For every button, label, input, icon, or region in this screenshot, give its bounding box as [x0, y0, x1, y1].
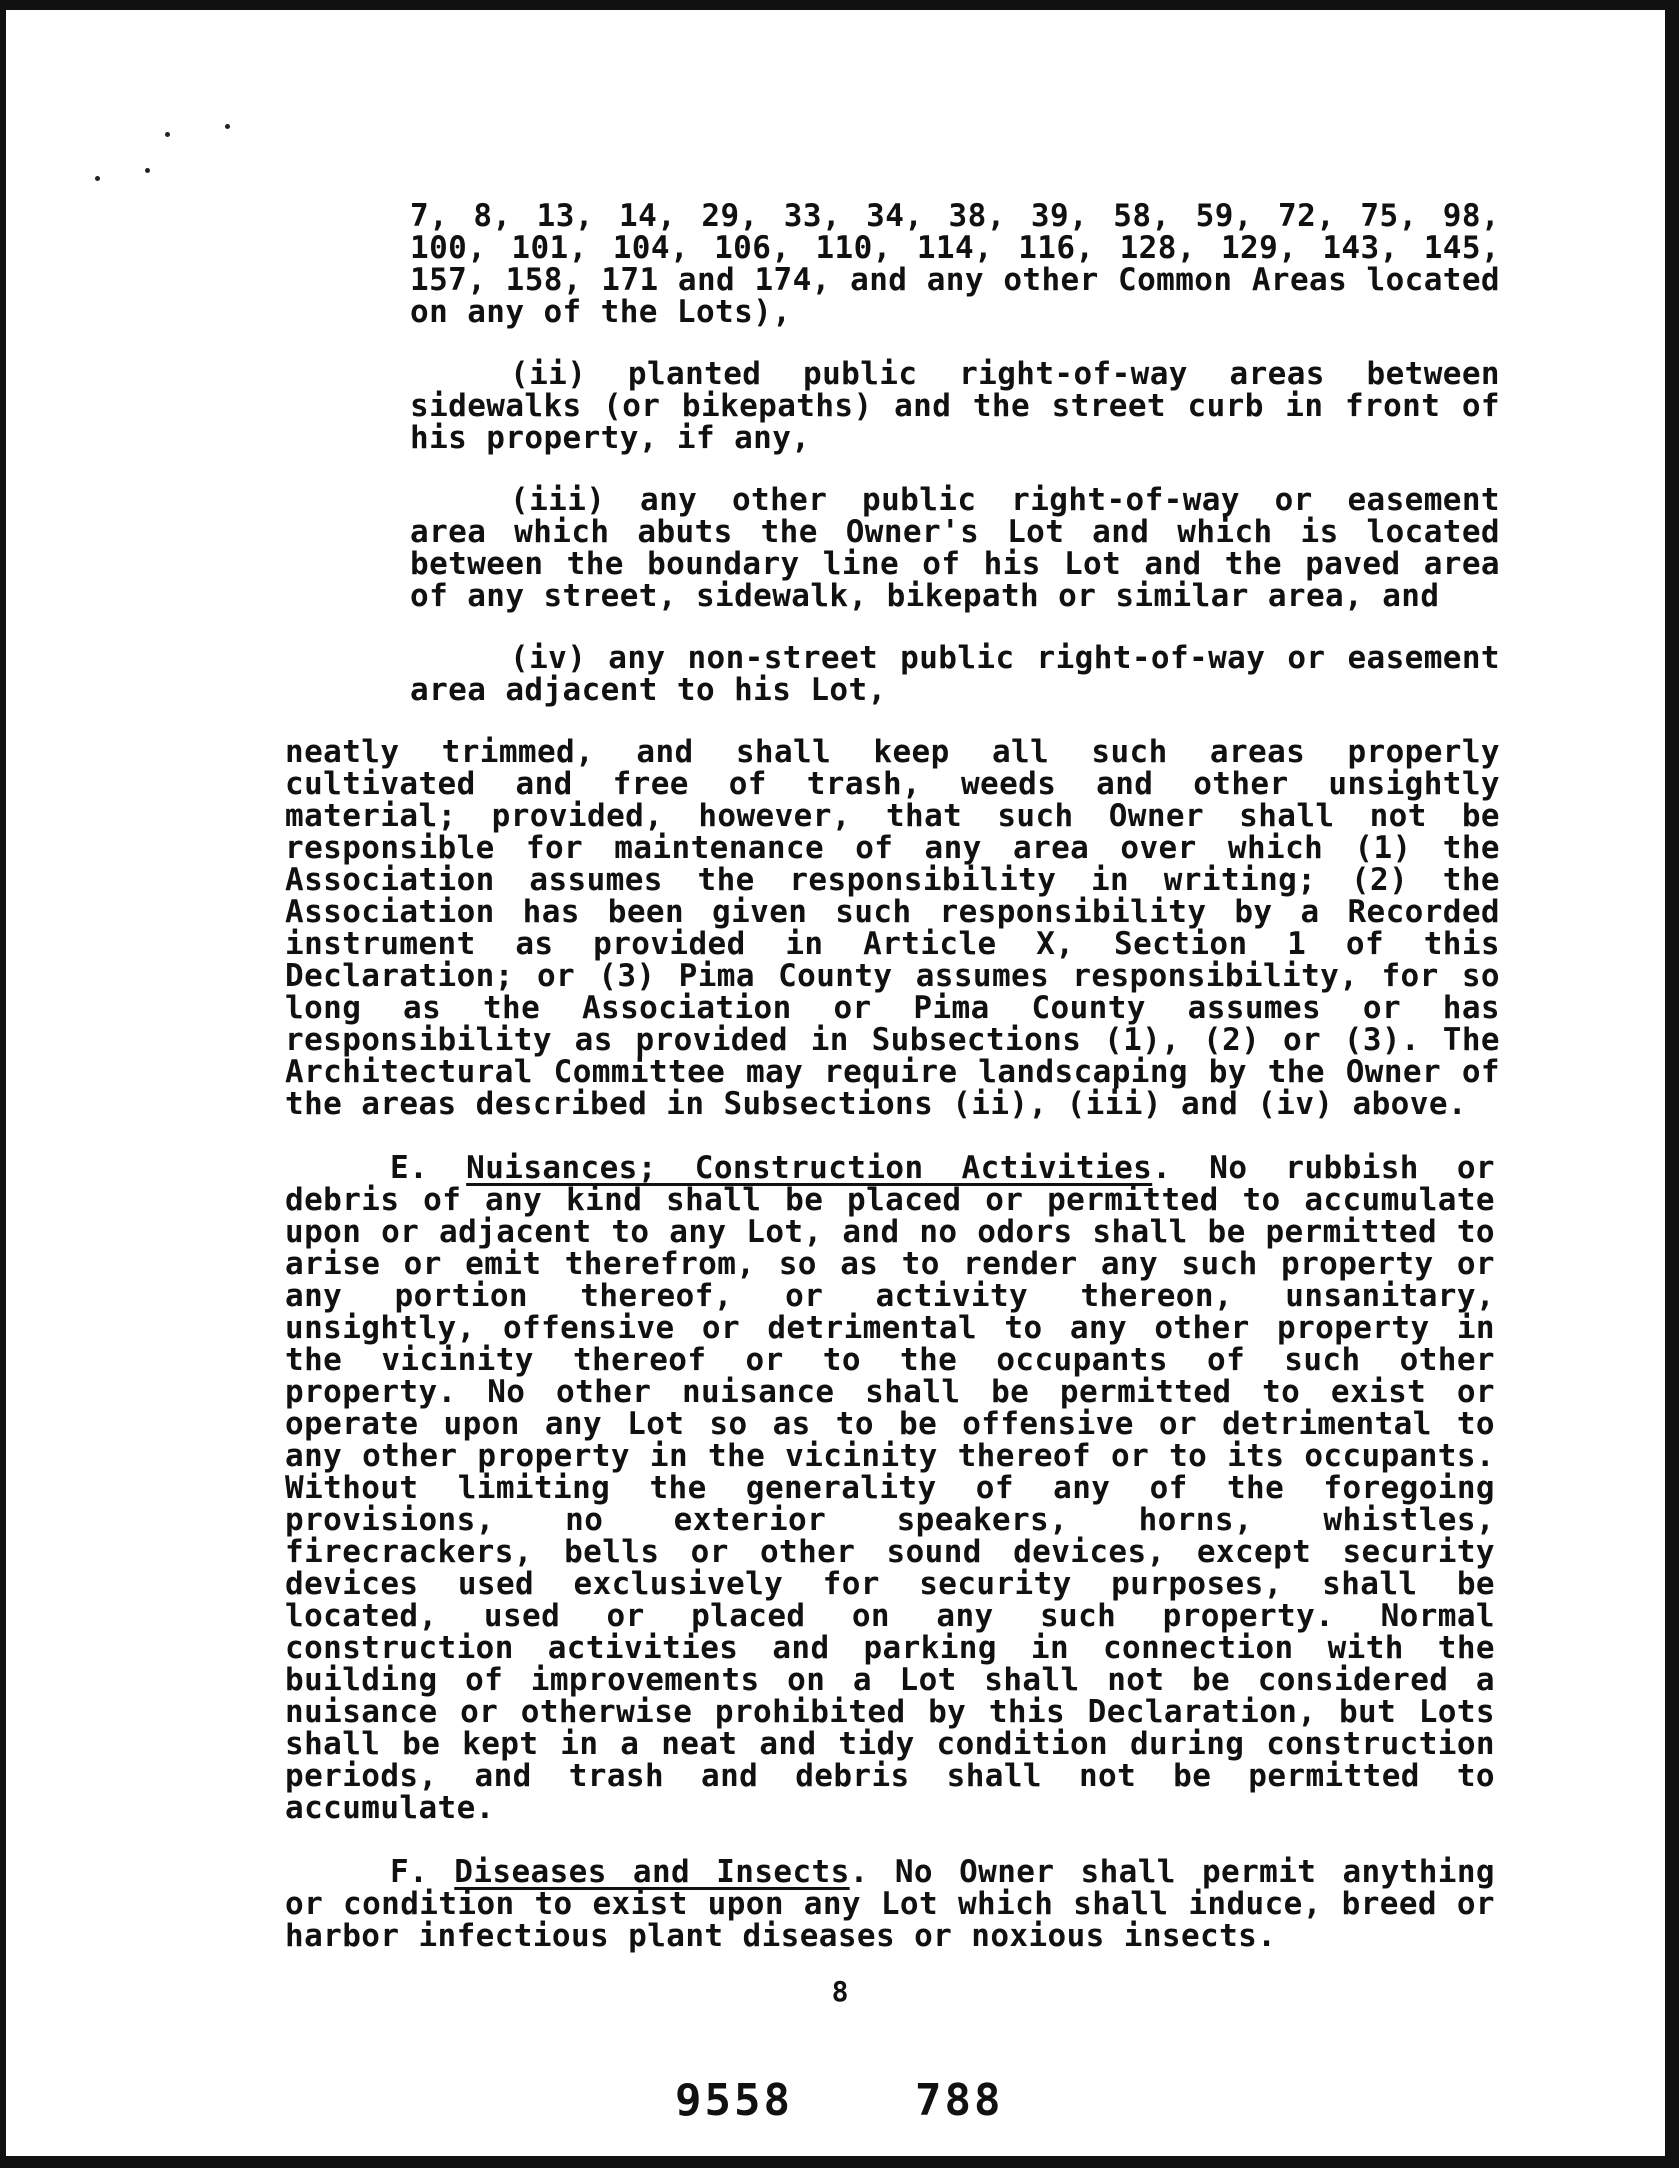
section-f-letter: F.: [390, 1854, 429, 1890]
sub-item-iii: (iii) any other public right-of-way or easement area which abuts the Owner's Lot and which is located between the boundary line of his Lot and the paved area of any street, sidewalk, bikepath or similar area, and: [410, 482, 1500, 614]
section-f: F. Diseases and Insects. No Owner shall permit anything or condition to exist upon any Lot which shall induce, breed or harbor infectious plant diseases or noxious insects.: [285, 1854, 1495, 1954]
scan-speck: [95, 176, 100, 181]
maintenance-paragraph: neatly trimmed, and shall keep all such areas properly cultivated and free of trash, weeds and other unsightly material; provided, however, that such Owner shall not be responsible for maintenance of any area over which (1) the Association assumes the responsibility in writing; (2) the Association has been given such responsibility by a Recorded instrument as provided in Article X, Section 1 of this Declaration; or (3) Pima County assumes responsibility, for so long as the Association or Pima County assumes or has responsibility as provided in Subsections (1), (2) or (3). The Architectural Committee may require landscaping by the Owner of the areas described in Subsections (ii), (iii) and (iv) above.: [285, 734, 1500, 1122]
section-f-heading: Diseases and Insects: [454, 1854, 850, 1890]
section-e-letter: E.: [390, 1150, 429, 1186]
section-e: E. Nuisances; Construction Activities. No rubbish or debris of any kind shall be placed or permitted to accumulate upon or adjacent to any Lot, and no odors shall be permitted to arise or emit therefrom, so as to render any such property or any portion thereof, or activity thereon, unsanitary, unsightly, offensive or detrimental to any other property in the vicinity thereof or to the occupants of such other property. No other nuisance shall be permitted to exist or operate upon any Lot so as to be offensive or detrimental to any other property in the vicinity thereof or to its occupants. Without limiting the generality of any of the foregoing provisions, no exterior speakers, horns, whistles, firecrackers, bells or other sound devices, except security devices used exclusively for security purposes, shall be located, used or placed on any such property. Normal construction activities and parking in connection with the building of improvements on a Lot shall not be considered a nuisance or otherwise prohibited by this Declaration, but Lots shall be kept in a neat and tidy condition during construction periods, and trash and debris shall not be permitted to accumulate.: [285, 1150, 1495, 1826]
sub-item-ii: (ii) planted public right-of-way areas between sidewalks (or bikepaths) and the street curb in front of his property, if any,: [410, 356, 1500, 456]
scan-speck: [225, 124, 230, 129]
document-body: [285, 200, 1500, 1952]
section-e-heading: Nuisances; Construction Activities: [466, 1150, 1153, 1186]
recording-book-number: 9558: [675, 2075, 793, 2126]
section-e-text: No rubbish or debris of any kind shall be placed or permitted to accumulate upon or adjacent to any Lot, and no odors shall be permitted to arise or emit therefrom, so as to render any such property or any portion thereof, or activity thereon, unsanitary, unsightly, offensive or detrimental to any other property in the vicinity thereof or to the occupants of such other property. No other nuisance shall be permitted to exist or operate upon any Lot so as to be offensive or detrimental to any other property in the vicinity thereof or to its occupants. Without limiting the generality of any of the foregoing provisions, no exterior speakers, horns, whistles, firecrackers, bells or other sound devices, except security devices used exclusively for security purposes, shall be located, used or placed on any such property. Normal construction activities and parking in connection with the building of improvements on a Lot shall not be considered a nuisance or otherwise prohibited by this Declaration, but Lots shall be kept in a neat and tidy condition during construction periods, and trash and debris shall not be permitted to accumulate.: [285, 1150, 1495, 1826]
recording-page-number: 788: [915, 2075, 1004, 2126]
section-f-text: No Owner shall permit anything or condition to exist upon any Lot which shall induce, breed or harbor infectious plant diseases or noxious insects.: [285, 1854, 1495, 1954]
page-number: 8: [831, 1975, 849, 2008]
scan-speck: [165, 132, 170, 137]
scan-speck: [145, 168, 150, 173]
sub-item-iv: (iv) any non-street public right-of-way or easement area adjacent to his Lot,: [410, 640, 1500, 708]
opening-paragraph: 7, 8, 13, 14, 29, 33, 34, 38, 39, 58, 59, 72, 75, 98, 100, 101, 104, 106, 110, 114, 116, 128, 129, 143, 145, 157, 158, 171 and 174, and any other Common Areas located on any of the Lots),: [410, 198, 1500, 330]
